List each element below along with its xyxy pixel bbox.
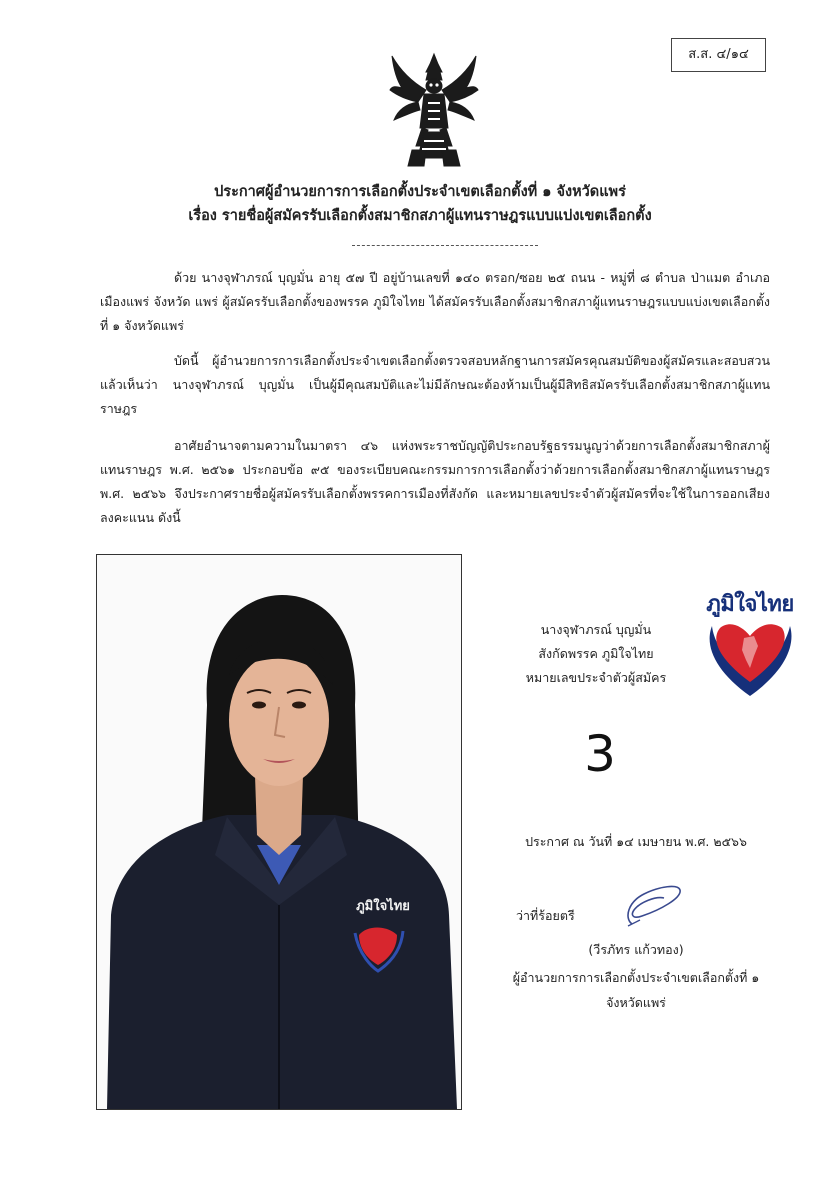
body-paragraph-1: ด้วย นางจุฬาภรณ์ บุญมั่น อายุ ๕๗ ปี อยู่บ้านเลขที่ ๑๔๐ ตรอก/ซอย ๒๕ ถนน - หมู่ที่ ๘ ตำบล ป่าแมต อำเภอ เมืองแพร่ จังหวัด แพร่ ผู้สมัครรับเลือกตั้งของพรรค ภูมิใจไทย ได้สมัครรับเลือกตั้งสมาชิกสภาผู้แทนราษฎรแบบแบ่งเขตเลือกตั้งที่ ๑ จังหวัดแพร่ bbox=[100, 270, 770, 333]
heart-map-icon bbox=[698, 586, 802, 704]
candidate-name: นางจุฬาภรณ์ บุญมั่น bbox=[540, 622, 652, 637]
candidate-party: สังกัดพรรค ภูมิใจไทย bbox=[538, 646, 654, 661]
signer-rank: ว่าที่ร้อยตรี bbox=[516, 908, 575, 923]
garuda-emblem-icon bbox=[388, 50, 480, 168]
party-logo-text: ภูมิใจไทย bbox=[706, 592, 794, 617]
announcement-subject: เรื่อง รายชื่อผู้สมัครรับเลือกตั้งสมาชิกสภาผู้แทนราษฎรแบบแบ่งเขตเลือกตั้ง bbox=[188, 208, 652, 224]
signature-icon bbox=[620, 880, 684, 930]
title-separator bbox=[352, 245, 538, 246]
candidate-number: 3 bbox=[584, 725, 616, 783]
body-paragraph-2: บัดนี้ ผู้อำนวยการการเลือกตั้งประจำเขตเลือกตั้งตรวจสอบหลักฐานการสมัครคุณสมบัติของผู้สมัครและสอบสวนแล้วเห็นว่า นางจุฬาภรณ์ บุญมั่น เป็นผู้มีคุณสมบัติและไม่มีลักษณะต้องห้ามเป็นผู้มีสิทธิสมัครรับเลือกตั้งสมาชิกสภาผู้แทนราษฎร bbox=[100, 353, 770, 416]
candidate-portrait-icon bbox=[97, 555, 461, 1109]
party-logo bbox=[698, 586, 802, 704]
signer-title-line2: จังหวัดแพร่ bbox=[606, 995, 666, 1010]
body-paragraph-3: อาศัยอำนาจตามความในมาตรา ๔๖ แห่งพระราชบัญญัติประกอบรัฐธรรมนูญว่าด้วยการเลือกตั้งสมาชิกสภาผู้แทนราษฎร พ.ศ. ๒๕๖๑ ประกอบข้อ ๙๕ ของระเบียบคณะกรรมการการเลือกตั้งว่าด้วยการเลือกตั้งสมาชิกสภาผู้แทนราษฎร พ.ศ. ๒๕๖๖ จึงประกาศรายชื่อผู้สมัครรับเลือกตั้งพรรคการเมืองที่สังกัด และหมายเลขประจำตัวผู้สมัครที่จะใช้ในการออกเสียงลงคะแนน ดังนี้ bbox=[100, 438, 770, 525]
candidate-info bbox=[486, 618, 706, 690]
jacket-logo-text: ภูมิใจไทย bbox=[356, 899, 410, 914]
announcement-date: ประกาศ ณ วันที่ ๑๔ เมษายน พ.ศ. ๒๕๖๖ bbox=[525, 834, 747, 849]
signer-name: (วีรภัทร แก้วทอง) bbox=[588, 942, 684, 957]
document-number: ส.ส. ๔/๑๔ bbox=[671, 38, 766, 72]
signer-title bbox=[486, 965, 786, 1015]
candidate-number-label: หมายเลขประจำตัวผู้สมัคร bbox=[525, 670, 667, 685]
candidate-photo bbox=[96, 554, 462, 1110]
signer-title-line1: ผู้อำนวยการการเลือกตั้งประจำเขตเลือกตั้งที่ ๑ bbox=[512, 970, 760, 985]
announcement-title: ประกาศผู้อำนวยการการเลือกตั้งประจำเขตเลือกตั้งที่ ๑ จังหวัดแพร่ bbox=[214, 184, 626, 200]
